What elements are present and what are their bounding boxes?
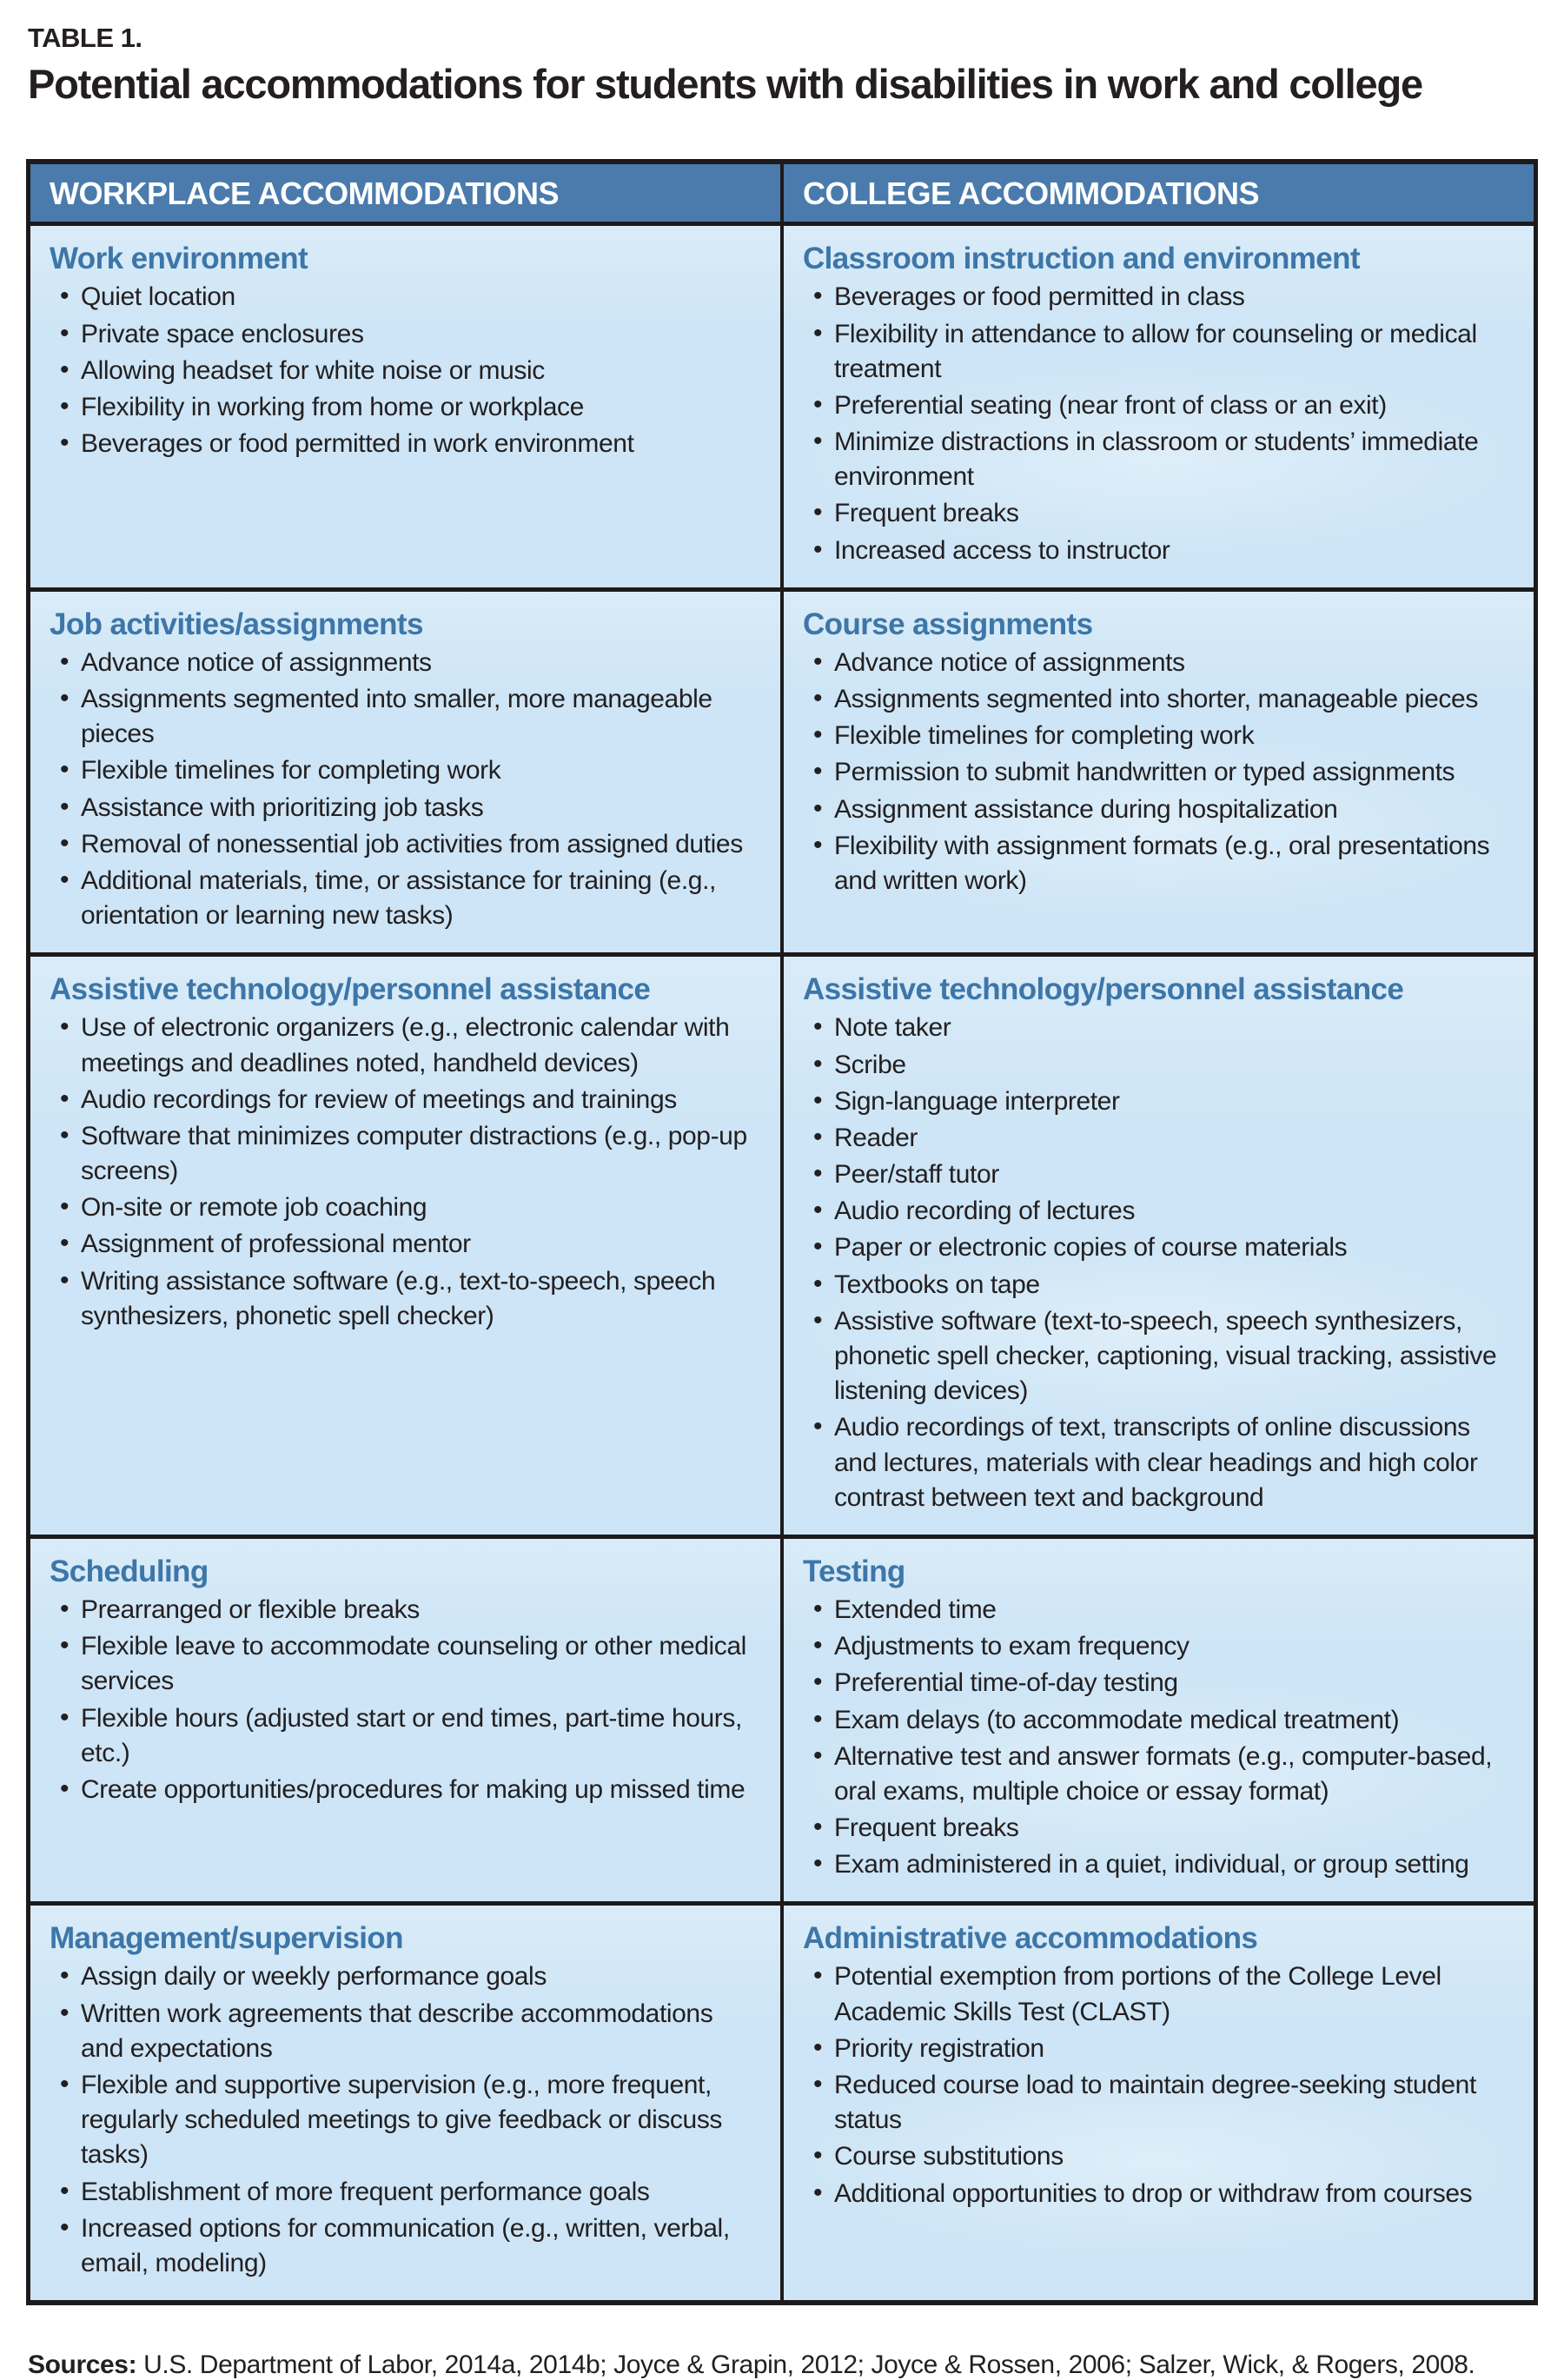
cell-work-environment: [30, 226, 780, 587]
table-row: [30, 1539, 1534, 1906]
bullet-item: • Quiet location: [50, 280, 758, 315]
bullet-item: • Additional opportunities to drop or withdraw from courses: [803, 2177, 1511, 2211]
bullet-item: • Beverages or food permitted in work environment: [50, 427, 758, 461]
table-row: [30, 957, 1534, 1539]
bullet-list: [803, 1959, 1511, 2211]
bullet-item: • Adjustments to exam frequency: [803, 1629, 1511, 1664]
bullet-item: • Advance notice of assignments: [803, 646, 1511, 680]
cell-assistive-technology-college: [780, 957, 1534, 1535]
bullet-item: • Assignments segmented into shorter, manageable pieces: [803, 682, 1511, 717]
bullet-item: • Exam delays (to accommodate medical treatment): [803, 1703, 1511, 1738]
bullet-list: [50, 646, 758, 934]
bullet-item: • Flexible timelines for completing work: [803, 719, 1511, 753]
bullet-item: • Beverages or food permitted in class: [803, 280, 1511, 315]
bullet-item: • Assign daily or weekly performance goals: [50, 1959, 758, 1994]
bullet-item: • Frequent breaks: [803, 496, 1511, 531]
bullet-item: • Sign-language interpreter: [803, 1084, 1511, 1119]
bullet-item: • Writing assistance software (e.g., text-to-speech, speech synthesizers, phonetic spell checker): [50, 1264, 758, 1334]
bullet-item: • Reduced course load to maintain degree-seeking student status: [803, 2068, 1511, 2138]
section-heading: Scheduling: [50, 1554, 209, 1588]
bullet-item: • Use of electronic organizers (e.g., electronic calendar with meetings and deadlines noted, handheld devices): [50, 1011, 758, 1080]
sources-text: U.S. Department of Labor, 2014a, 2014b; Joyce & Grapin, 2012; Joyce & Rossen, 2006; Salzer, Wick, & Rogers, 2008.: [143, 2350, 1475, 2380]
bullet-item: • Audio recordings of text, transcripts of online discussions and lectures, materials with clear headings and high color contrast between text and background: [803, 1410, 1511, 1515]
bullet-item: • Audio recording of lectures: [803, 1194, 1511, 1229]
section-heading: Assistive technology/personnel assistance: [803, 972, 1404, 1007]
cell-job-activities-assignments: [30, 592, 780, 953]
section-heading: Classroom instruction and environment: [803, 242, 1360, 276]
bullet-item: • Note taker: [803, 1011, 1511, 1045]
bullet-item: • Audio recordings for review of meetings and trainings: [50, 1083, 758, 1117]
bullet-item: • Priority registration: [803, 2032, 1511, 2066]
section-heading: Administrative accommodations: [803, 1921, 1258, 1956]
bullet-list: [803, 280, 1511, 568]
bullet-item: • Peer/staff tutor: [803, 1157, 1511, 1192]
bullet-item: • Assignments segmented into smaller, more manageable pieces: [50, 682, 758, 752]
bullet-item: • Potential exemption from portions of the College Level Academic Skills Test (CLAST): [803, 1959, 1511, 2029]
bullet-item: • Flexible leave to accommodate counseling or other medical services: [50, 1629, 758, 1699]
section-heading: Course assignments: [803, 607, 1093, 641]
bullet-item: • Increased access to instructor: [803, 534, 1511, 568]
bullet-item: • Reader: [803, 1121, 1511, 1156]
table-label: TABLE 1.: [28, 23, 142, 53]
bullet-list: [50, 280, 758, 461]
bullet-item: • Flexible timelines for completing work: [50, 753, 758, 788]
bullet-item: • Textbooks on tape: [803, 1268, 1511, 1303]
sources-label: Sources:: [28, 2350, 137, 2380]
section-heading: Assistive technology/personnel assistance: [50, 972, 651, 1007]
bullet-list: [803, 646, 1511, 898]
bullet-item: • Minimize distractions in classroom or students’ immediate environment: [803, 425, 1511, 494]
bullet-item: • Assignment of professional mentor: [50, 1227, 758, 1262]
cell-assistive-technology-workplace: [30, 957, 780, 1535]
column-header-college: COLLEGE ACCOMMODATIONS: [780, 164, 1534, 222]
bullet-item: • Additional materials, time, or assistance for training (e.g., orientation or learning new tasks): [50, 864, 758, 933]
cell-administrative-accommodations: [780, 1906, 1534, 2300]
bullet-item: • Alternative test and answer formats (e.g., computer-based, oral exams, multiple choice or essay format): [803, 1740, 1511, 1809]
bullet-list: [803, 1593, 1511, 1883]
bullet-item: • Permission to submit handwritten or typed assignments: [803, 755, 1511, 790]
bullet-item: • Increased options for communication (e.g., written, verbal, email, modeling): [50, 2211, 758, 2281]
cell-testing: [780, 1539, 1534, 1902]
bullet-item: • Paper or electronic copies of course materials: [803, 1230, 1511, 1265]
section-heading: Work environment: [50, 242, 308, 276]
bullet-item: • Scribe: [803, 1048, 1511, 1083]
bullet-item: • Private space enclosures: [50, 317, 758, 352]
section-heading: Job activities/assignments: [50, 607, 423, 641]
sources-line: [28, 2350, 1538, 2380]
bullet-item: • Flexibility in working from home or workplace: [50, 390, 758, 425]
table-row: [30, 226, 1534, 592]
section-heading: Management/supervision: [50, 1921, 403, 1956]
column-header-workplace: WORKPLACE ACCOMMODATIONS: [50, 176, 559, 212]
bullet-item: • Flexibility in attendance to allow for counseling or medical treatment: [803, 317, 1511, 387]
bullet-list: [50, 1593, 758, 1807]
bullet-item: • On-site or remote job coaching: [50, 1190, 758, 1225]
bullet-item: • Flexible and supportive supervision (e.g., more frequent, regularly scheduled meetings to give feedback or discuss tasks): [50, 2068, 758, 2173]
bullet-item: • Advance notice of assignments: [50, 646, 758, 680]
cell-scheduling: [30, 1539, 780, 1902]
bullet-item: • Assignment assistance during hospitalization: [803, 792, 1511, 827]
bullet-item: • Course substitutions: [803, 2139, 1511, 2174]
bullet-item: • Removal of nonessential job activities from assigned duties: [50, 827, 758, 862]
table-row: [30, 1906, 1534, 2300]
bullet-item: • Prearranged or flexible breaks: [50, 1593, 758, 1628]
cell-course-assignments: [780, 592, 1534, 953]
page-title: Potential accommodations for students with disabilities in work and college: [28, 61, 1422, 107]
bullet-item: • Assistance with prioritizing job tasks: [50, 791, 758, 825]
bullet-list: [50, 1011, 758, 1334]
accommodations-table: [26, 159, 1538, 2305]
bullet-item: • Preferential seating (near front of class or an exit): [803, 388, 1511, 423]
bullet-item: • Create opportunities/procedures for making up missed time: [50, 1773, 758, 1807]
bullet-item: • Flexibility with assignment formats (e.g., oral presentations and written work): [803, 829, 1511, 898]
bullet-item: • Software that minimizes computer distractions (e.g., pop-up screens): [50, 1119, 758, 1189]
bullet-list: [50, 1959, 758, 2281]
bullet-list: [803, 1011, 1511, 1515]
bullet-item: • Flexible hours (adjusted start or end times, part-time hours, etc.): [50, 1701, 758, 1771]
bullet-item: • Establishment of more frequent performance goals: [50, 2175, 758, 2210]
bullet-item: • Allowing headset for white noise or music: [50, 354, 758, 388]
table-row: [30, 592, 1534, 958]
cell-management-supervision: [30, 1906, 780, 2300]
bullet-item: • Assistive software (text-to-speech, speech synthesizers, phonetic spell checker, captioning, visual tracking, assistive listening devices): [803, 1304, 1511, 1409]
table-header-row: [30, 164, 1534, 226]
bullet-item: • Written work agreements that describe accommodations and expectations: [50, 1997, 758, 2066]
bullet-item: • Exam administered in a quiet, individual, or group setting: [803, 1847, 1511, 1882]
bullet-item: • Extended time: [803, 1593, 1511, 1628]
bullet-item: • Preferential time-of-day testing: [803, 1666, 1511, 1700]
bullet-item: • Frequent breaks: [803, 1811, 1511, 1846]
section-heading: Testing: [803, 1554, 905, 1588]
cell-classroom-instruction-and-environment: [780, 226, 1534, 587]
